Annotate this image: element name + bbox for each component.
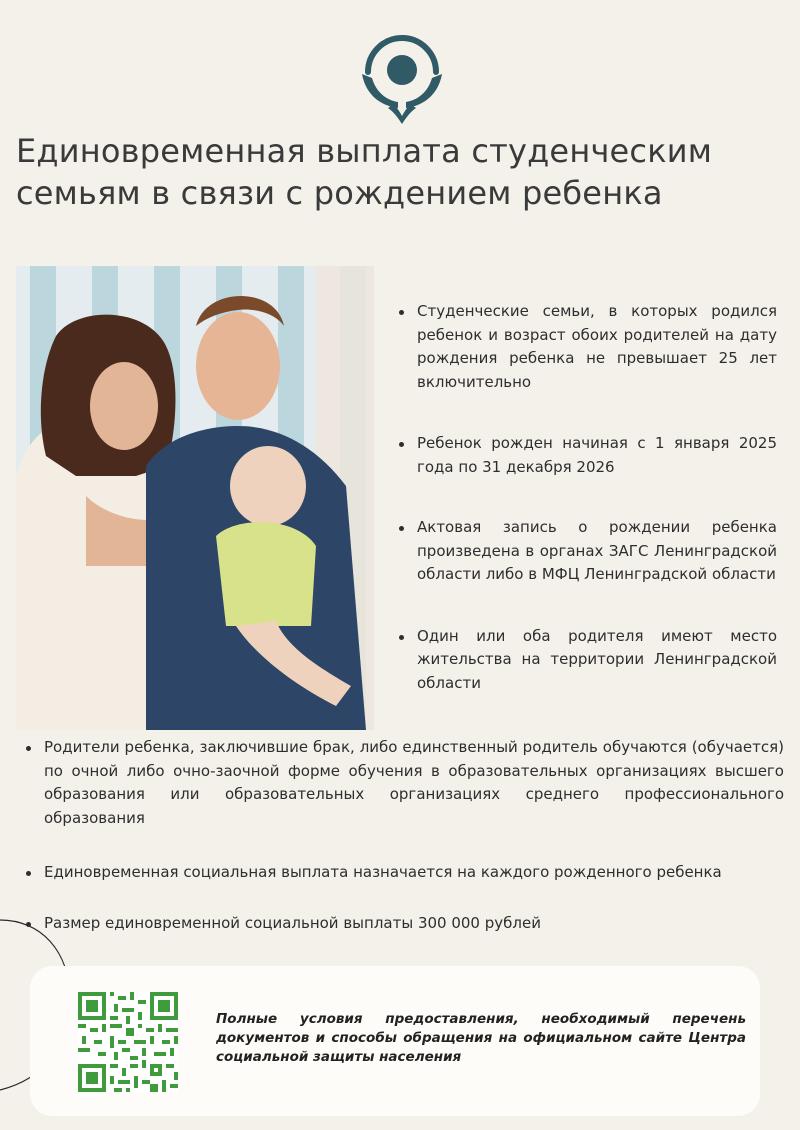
list-item: Актовая запись о рождении ребенка произведена в органах ЗАГС Ленинградской области либо в МФЦ Ленинградской области (395, 516, 777, 587)
title-line-2: семьям в связи с рождением ребенка (16, 174, 663, 212)
list-item: Родители ребенка, заключившие брак, либо единственный родитель обучаются (обучается) по очной либо очно-заочной форме обучения в образовательных организациях высшего образования или образовательных организациях среднего профессионального образования (22, 736, 784, 830)
list-item: Один или оба родителя имеют место жительства на территории Ленинградской области (395, 625, 777, 696)
page-title (16, 130, 786, 214)
title-line-1: Единовременная выплата студенческим (16, 132, 713, 170)
list-item: Ребенок рожден начиная с 1 января 2025 года по 31 декабря 2026 (395, 432, 777, 479)
footer-note: Полные условия предоставления, необходимый перечень документов и способы обращения на официальном сайте Центра социальной защиты населения (216, 1011, 746, 1065)
list-item: Размер единовременной социальной выплаты 300 000 рублей (22, 912, 784, 936)
list-item: Единовременная социальная выплата назначается на каждого рожденного ребенка (22, 861, 784, 885)
info-card (30, 966, 760, 1116)
conditions-list-bottom (22, 736, 784, 962)
hands-holding-circle-icon (358, 30, 446, 126)
qr-code[interactable] (78, 992, 178, 1092)
family-photo (16, 266, 374, 730)
list-item: Студенческие семьи, в которых родился ребенок и возраст обоих родителей на дату рождения ребенка не превышает 25 лет включительно (395, 300, 777, 394)
conditions-list-right (395, 300, 777, 733)
